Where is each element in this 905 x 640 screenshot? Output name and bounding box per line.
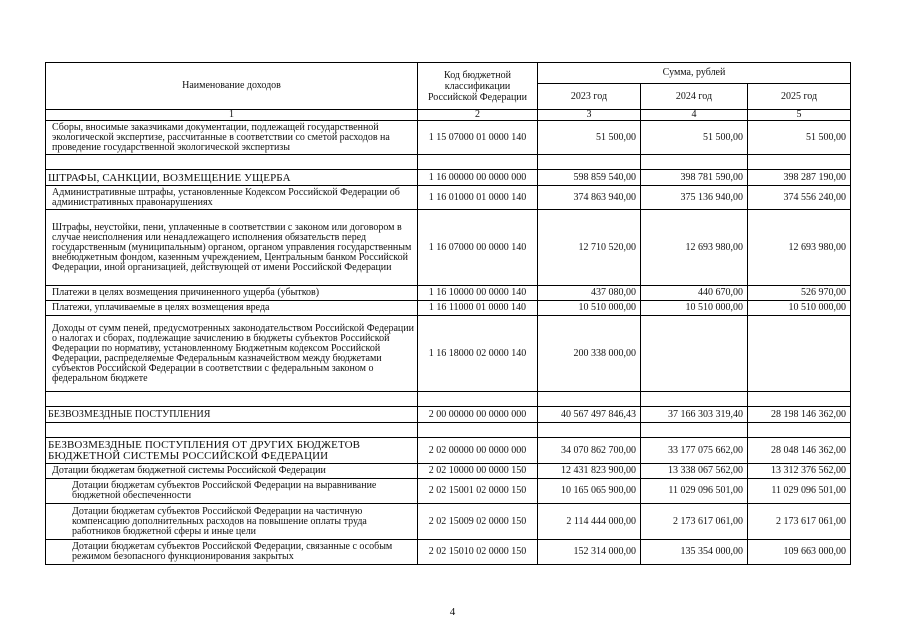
amount-2023: 12 710 520,00 bbox=[538, 210, 641, 286]
table-row bbox=[46, 316, 851, 392]
amount-2023: 10 510 000,00 bbox=[538, 301, 641, 316]
budget-code: 1 16 18000 02 0000 140 bbox=[418, 316, 538, 392]
amount-2023: 12 431 823 900,00 bbox=[538, 464, 641, 479]
budget-code: 2 02 15001 02 0000 150 bbox=[418, 479, 538, 504]
page-number: 4 bbox=[449, 606, 456, 618]
amount-2023: 200 338 000,00 bbox=[538, 316, 641, 392]
revenue-name: Платежи в целях возмещения причиненного ущерба (убытков) bbox=[46, 286, 418, 301]
amount-2025: 28 198 146 362,00 bbox=[748, 407, 851, 423]
table-row bbox=[46, 286, 851, 301]
budget-code: 2 02 10000 00 0000 150 bbox=[418, 464, 538, 479]
column-number: 2 bbox=[418, 110, 538, 121]
amount-2023: 437 080,00 bbox=[538, 286, 641, 301]
amount-2024: 33 177 075 662,00 bbox=[641, 438, 748, 464]
amount-2023: 40 567 497 846,43 bbox=[538, 407, 641, 423]
amount-2025: 11 029 096 501,00 bbox=[748, 479, 851, 504]
table-row bbox=[46, 121, 851, 155]
table-row bbox=[46, 186, 851, 210]
amount-2023: 152 314 000,00 bbox=[538, 540, 641, 565]
table-row bbox=[46, 210, 851, 286]
amount-2025: 374 556 240,00 bbox=[748, 186, 851, 210]
revenue-name: БЕЗВОЗМЕЗДНЫЕ ПОСТУПЛЕНИЯ ОТ ДРУГИХ БЮДЖЕТОВ БЮДЖЕТНОЙ СИСТЕМЫ РОССИЙСКОЙ ФЕДЕРАЦИИ bbox=[46, 438, 418, 464]
amount-2024: 12 693 980,00 bbox=[641, 210, 748, 286]
empty-row bbox=[46, 423, 851, 438]
amount-2024: 375 136 940,00 bbox=[641, 186, 748, 210]
budget-code: 1 16 00000 00 0000 000 bbox=[418, 170, 538, 186]
header-sum: Сумма, рублей bbox=[538, 63, 851, 84]
revenue-name: Доходы от сумм пеней, предусмотренных законодательством Российской Федерации о налогах и сборах, подлежащие зачислению в бюджеты субъектов Российской Федерации по нормативу, установленному Бюджетным кодексом Российской Федерации, распределяемые Федеральным казначейством между бюджетами субъектов Российской Федерации в соответствии с федеральным законом о федеральном бюджете bbox=[46, 316, 418, 392]
header-year-2023: 2023 год bbox=[538, 84, 641, 110]
budget-code: 1 16 01000 01 0000 140 bbox=[418, 186, 538, 210]
column-number: 3 bbox=[538, 110, 641, 121]
amount-2025: 398 287 190,00 bbox=[748, 170, 851, 186]
budget-code: 1 16 07000 00 0000 140 bbox=[418, 210, 538, 286]
amount-2025: 2 173 617 061,00 bbox=[748, 504, 851, 540]
budget-code: 2 02 00000 00 0000 000 bbox=[418, 438, 538, 464]
amount-2025: 12 693 980,00 bbox=[748, 210, 851, 286]
revenue-name: ШТРАФЫ, САНКЦИИ, ВОЗМЕЩЕНИЕ УЩЕРБА bbox=[46, 170, 418, 186]
budget-code: 1 16 11000 01 0000 140 bbox=[418, 301, 538, 316]
budget-code: 1 16 10000 00 0000 140 bbox=[418, 286, 538, 301]
revenue-name: Платежи, уплачиваемые в целях возмещения вреда bbox=[46, 301, 418, 316]
budget-revenue-table bbox=[45, 62, 851, 565]
table-row bbox=[46, 479, 851, 504]
table-row bbox=[46, 504, 851, 540]
budget-code: 2 00 00000 00 0000 000 bbox=[418, 407, 538, 423]
amount-2024 bbox=[641, 316, 748, 392]
revenue-name: Дотации бюджетам бюджетной системы Российской Федерации bbox=[46, 464, 418, 479]
amount-2025: 13 312 376 562,00 bbox=[748, 464, 851, 479]
amount-2024: 37 166 303 319,40 bbox=[641, 407, 748, 423]
amount-2023: 51 500,00 bbox=[538, 121, 641, 155]
revenue-name: Дотации бюджетам субъектов Российской Федерации, связанные с особым режимом безопасного функционирования закрытых bbox=[46, 540, 418, 565]
column-number: 1 bbox=[46, 110, 418, 121]
table-row bbox=[46, 301, 851, 316]
amount-2024: 10 510 000,00 bbox=[641, 301, 748, 316]
amount-2024: 11 029 096 501,00 bbox=[641, 479, 748, 504]
table-row-total bbox=[46, 407, 851, 423]
revenue-name: БЕЗВОЗМЕЗДНЫЕ ПОСТУПЛЕНИЯ bbox=[46, 407, 418, 423]
table-row-section bbox=[46, 170, 851, 186]
amount-2025: 10 510 000,00 bbox=[748, 301, 851, 316]
budget-code: 2 02 15010 02 0000 150 bbox=[418, 540, 538, 565]
amount-2023: 374 863 940,00 bbox=[538, 186, 641, 210]
amount-2024: 2 173 617 061,00 bbox=[641, 504, 748, 540]
header-revenue-name: Наименование доходов bbox=[46, 63, 418, 110]
column-number: 4 bbox=[641, 110, 748, 121]
amount-2023: 2 114 444 000,00 bbox=[538, 504, 641, 540]
amount-2025: 51 500,00 bbox=[748, 121, 851, 155]
column-number: 5 bbox=[748, 110, 851, 121]
revenue-name: Дотации бюджетам субъектов Российской Федерации на частичную компенсацию дополнительных расходов на повышение оплаты труда работников бюджетной сферы и иные цели bbox=[46, 504, 418, 540]
amount-2024: 51 500,00 bbox=[641, 121, 748, 155]
amount-2024: 398 781 590,00 bbox=[641, 170, 748, 186]
amount-2025 bbox=[748, 316, 851, 392]
table-row bbox=[46, 540, 851, 565]
amount-2023: 10 165 065 900,00 bbox=[538, 479, 641, 504]
revenue-name: Административные штрафы, установленные Кодексом Российской Федерации об административных правонарушениях bbox=[46, 186, 418, 210]
amount-2025: 28 048 146 362,00 bbox=[748, 438, 851, 464]
header-year-2024: 2024 год bbox=[641, 84, 748, 110]
amount-2024: 13 338 067 562,00 bbox=[641, 464, 748, 479]
amount-2023: 598 859 540,00 bbox=[538, 170, 641, 186]
revenue-name: Сборы, вносимые заказчиками документации, подлежащей государственной экологической экспертизе, рассчитанные в соответствии со сметой расходов на проведение государственной экологической экспертизы bbox=[46, 121, 418, 155]
header-year-2025: 2025 год bbox=[748, 84, 851, 110]
amount-2025: 109 663 000,00 bbox=[748, 540, 851, 565]
budget-code: 1 15 07000 01 0000 140 bbox=[418, 121, 538, 155]
amount-2023: 34 070 862 700,00 bbox=[538, 438, 641, 464]
amount-2025: 526 970,00 bbox=[748, 286, 851, 301]
budget-code: 2 02 15009 02 0000 150 bbox=[418, 504, 538, 540]
table-row-section bbox=[46, 438, 851, 464]
amount-2024: 440 670,00 bbox=[641, 286, 748, 301]
table-row bbox=[46, 464, 851, 479]
revenue-name: Штрафы, неустойки, пени, уплаченные в соответствии с законом или договором в случае неисполнения или ненадлежащего исполнения обязательств перед государственным (муниципальным) органом, органом управления государственным внебюджетным фондом, казенным учреждением, Центральным банком Российской Федерации, иной организацией, действующей от имени Российской Федерации bbox=[46, 210, 418, 286]
amount-2024: 135 354 000,00 bbox=[641, 540, 748, 565]
revenue-name: Дотации бюджетам субъектов Российской Федерации на выравнивание бюджетной обеспеченности bbox=[46, 479, 418, 504]
header-budget-code: Код бюджетной классификации Российской Федерации bbox=[418, 63, 538, 110]
empty-row bbox=[46, 392, 851, 407]
empty-row bbox=[46, 155, 851, 170]
